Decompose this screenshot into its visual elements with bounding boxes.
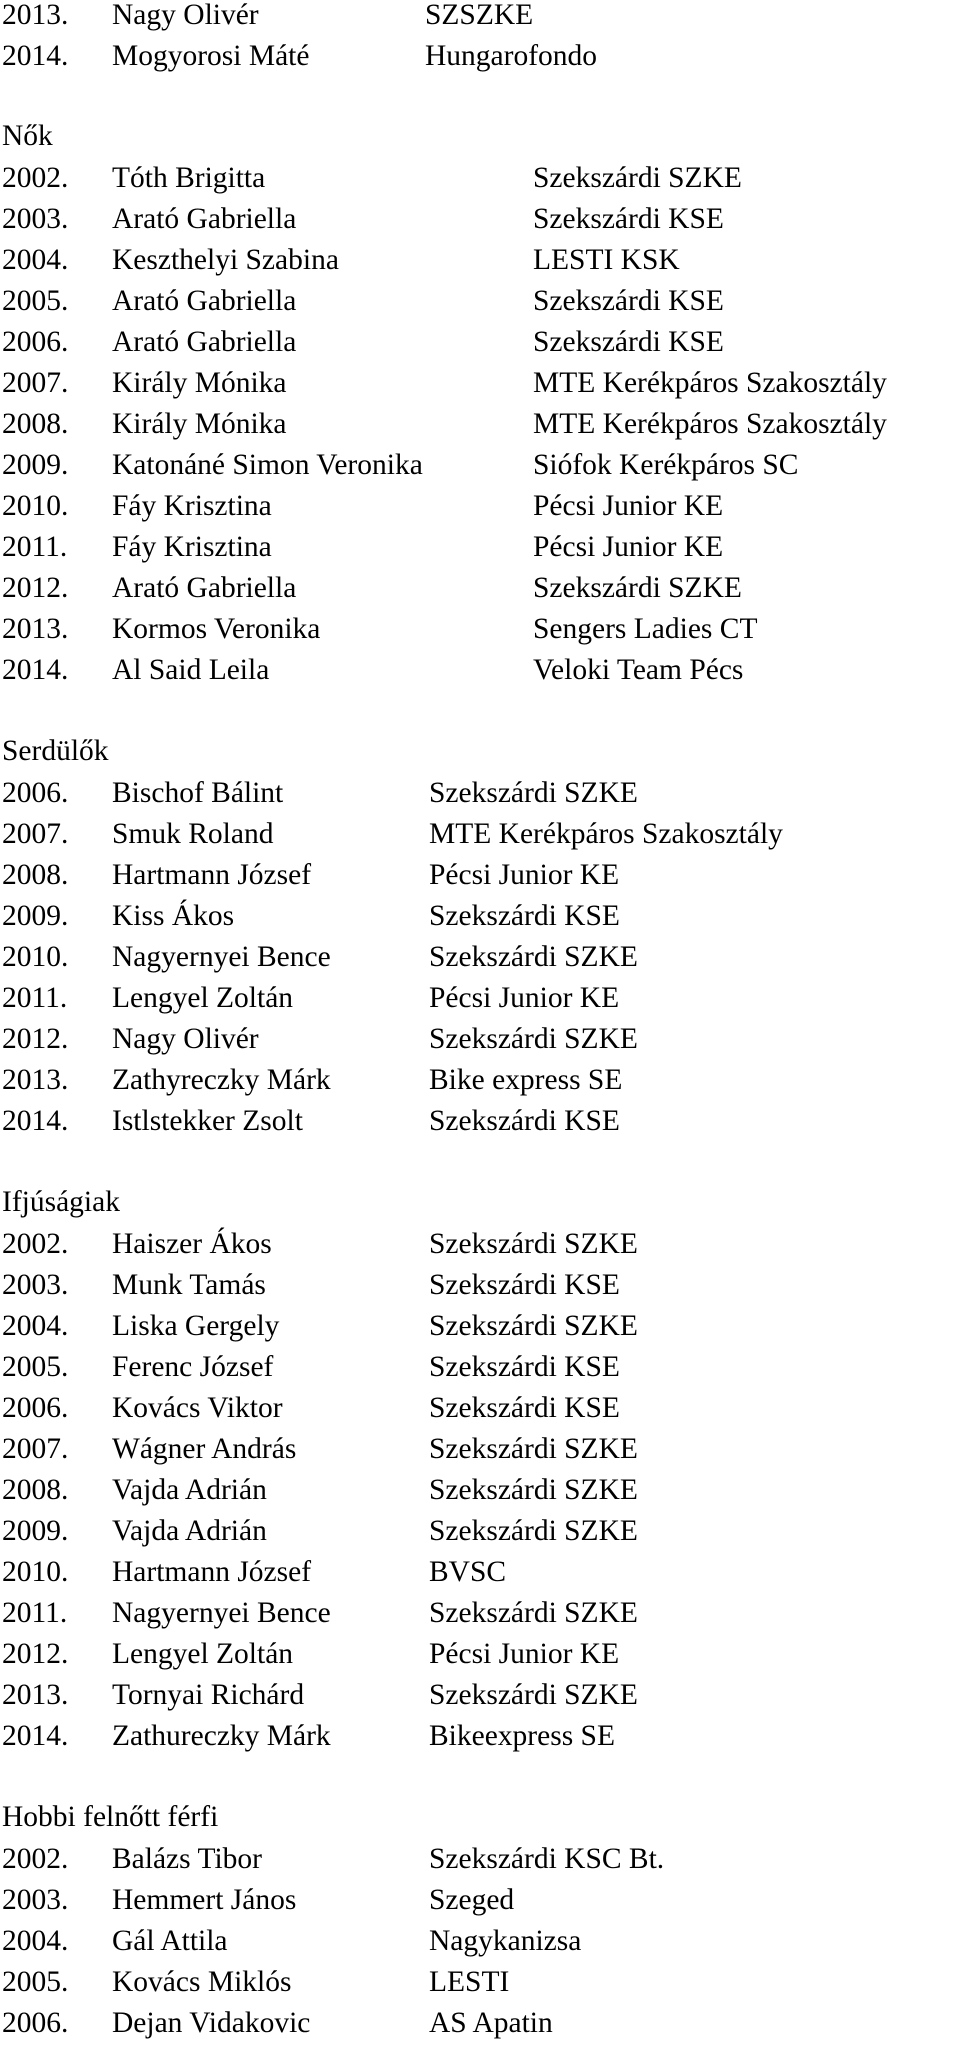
rider-name: Zathureczky Márk [112,1720,331,1752]
year: 2006. [2,777,69,809]
club-name: Szekszárdi SZKE [533,162,742,194]
section-heading-ifjusagiak: Ifjúságiak [2,1186,120,1218]
club-name: BVSC [429,1556,507,1588]
year: 2004. [2,244,69,276]
club-name: LESTI [429,1966,510,1998]
club-name: MTE Kerékpáros Szakosztály [533,367,887,399]
club-name: Szekszárdi SZKE [429,777,638,809]
section-heading-hobbi-felnott-ferfi: Hobbi felnőtt férfi [2,1801,219,1833]
year: 2007. [2,818,69,850]
year: 2008. [2,408,69,440]
club-name: SZSZKE [425,0,534,31]
year: 2011. [2,531,68,563]
rider-name: Hemmert János [112,1884,297,1916]
club-name: Pécsi Junior KE [429,859,620,891]
year: 2005. [2,1966,69,1998]
year: 2008. [2,1474,69,1506]
year: 2003. [2,203,69,235]
rider-name: Arató Gabriella [112,326,297,358]
year: 2012. [2,1023,69,1055]
rider-name: Kovács Miklós [112,1966,292,1998]
year: 2009. [2,1515,69,1547]
rider-name: Tornyai Richárd [112,1679,305,1711]
rider-name: Király Mónika [112,408,287,440]
club-name: Bike express SE [429,1064,623,1096]
rider-name: Nagy Olivér [112,0,259,31]
rider-name: Ferenc József [112,1351,274,1383]
year: 2014. [2,1720,69,1752]
club-name: Szekszárdi SZKE [429,941,638,973]
rider-name: Liska Gergely [112,1310,280,1342]
club-name: Szekszárdi SZKE [429,1023,638,1055]
club-name: Szekszárdi SZKE [429,1474,638,1506]
club-name: LESTI KSK [533,244,680,276]
club-name: Szekszárdi SZKE [429,1679,638,1711]
year: 2006. [2,2007,69,2039]
rider-name: Zathyreczky Márk [112,1064,331,1096]
club-name: Szekszárdi SZKE [429,1433,638,1465]
club-name: Szeged [429,1884,515,1916]
year: 2004. [2,1310,69,1342]
year: 2007. [2,367,69,399]
club-name: MTE Kerékpáros Szakosztály [429,818,783,850]
club-name: Szekszárdi KSE [429,1351,620,1383]
year: 2010. [2,941,69,973]
rider-name: Arató Gabriella [112,572,297,604]
club-name: Hungarofondo [425,40,598,72]
rider-name: Fáy Krisztina [112,531,272,563]
club-name: MTE Kerékpáros Szakosztály [533,408,887,440]
year: 2008. [2,859,69,891]
club-name: Szekszárdi KSE [533,285,724,317]
year: 2006. [2,1392,69,1424]
club-name: Bikeexpress SE [429,1720,615,1752]
year: 2003. [2,1269,69,1301]
club-name: Veloki Team Pécs [533,654,744,686]
rider-name: Istlstekker Zsolt [112,1105,303,1137]
rider-name: Hartmann József [112,859,312,891]
rider-name: Arató Gabriella [112,285,297,317]
rider-name: Hartmann József [112,1556,312,1588]
club-name: Pécsi Junior KE [429,982,620,1014]
year: 2004. [2,1925,69,1957]
rider-name: Gál Attila [112,1925,228,1957]
club-name: Szekszárdi KSE [533,203,724,235]
rider-name: Kovács Viktor [112,1392,283,1424]
club-name: Nagykanizsa [429,1925,582,1957]
club-name: Sengers Ladies CT [533,613,758,645]
rider-name: Kiss Ákos [112,900,235,932]
year: 2011. [2,982,68,1014]
year: 2014. [2,654,69,686]
rider-name: Fáy Krisztina [112,490,272,522]
year: 2003. [2,1884,69,1916]
club-name: Szekszárdi SZKE [429,1310,638,1342]
year: 2013. [2,1679,69,1711]
club-name: Szekszárdi KSE [429,1392,620,1424]
year: 2010. [2,1556,69,1588]
rider-name: Balázs Tibor [112,1843,262,1875]
year: 2002. [2,162,69,194]
year: 2007. [2,1433,69,1465]
club-name: Pécsi Junior KE [533,490,724,522]
section-heading-serdulok: Serdülők [2,735,109,767]
rider-name: Bischof Bálint [112,777,284,809]
rider-name: Munk Tamás [112,1269,266,1301]
rider-name: Haiszer Ákos [112,1228,272,1260]
rider-name: Keszthelyi Szabina [112,244,339,276]
year: 2002. [2,1228,69,1260]
club-name: Szekszárdi SZKE [429,1228,638,1260]
rider-name: Wágner András [112,1433,297,1465]
year: 2009. [2,900,69,932]
club-name: Siófok Kerékpáros SC [533,449,799,481]
rider-name: Nagy Olivér [112,1023,259,1055]
year: 2005. [2,1351,69,1383]
club-name: Szekszárdi SZKE [429,1597,638,1629]
year: 2013. [2,0,69,31]
rider-name: Vajda Adrián [112,1474,267,1506]
year: 2013. [2,1064,69,1096]
rider-name: Al Said Leila [112,654,270,686]
year: 2014. [2,40,69,72]
year: 2006. [2,326,69,358]
rider-name: Arató Gabriella [112,203,297,235]
club-name: Szekszárdi KSE [429,1269,620,1301]
club-name: Szekszárdi SZKE [533,572,742,604]
year: 2009. [2,449,69,481]
club-name: Szekszárdi KSE [533,326,724,358]
rider-name: Lengyel Zoltán [112,1638,294,1670]
rider-name: Smuk Roland [112,818,274,850]
rider-name: Lengyel Zoltán [112,982,294,1014]
year: 2012. [2,572,69,604]
rider-name: Dejan Vidakovic [112,2007,311,2039]
year: 2010. [2,490,69,522]
club-name: Szekszárdi KSE [429,1105,620,1137]
rider-name: Király Mónika [112,367,287,399]
club-name: Szekszárdi KSC Bt. [429,1843,665,1875]
section-heading-nok: Nők [2,120,53,152]
club-name: Pécsi Junior KE [429,1638,620,1670]
year: 2013. [2,613,69,645]
rider-name: Tóth Brigitta [112,162,266,194]
rider-name: Nagyernyei Bence [112,941,331,973]
rider-name: Vajda Adrián [112,1515,267,1547]
club-name: Szekszárdi SZKE [429,1515,638,1547]
rider-name: Kormos Veronika [112,613,321,645]
year: 2012. [2,1638,69,1670]
club-name: AS Apatin [429,2007,553,2039]
year: 2002. [2,1843,69,1875]
year: 2011. [2,1597,68,1629]
rider-name: Katonáné Simon Veronika [112,449,423,481]
club-name: Pécsi Junior KE [533,531,724,563]
club-name: Szekszárdi KSE [429,900,620,932]
year: 2005. [2,285,69,317]
rider-name: Nagyernyei Bence [112,1597,331,1629]
year: 2014. [2,1105,69,1137]
rider-name: Mogyorosi Máté [112,40,310,72]
